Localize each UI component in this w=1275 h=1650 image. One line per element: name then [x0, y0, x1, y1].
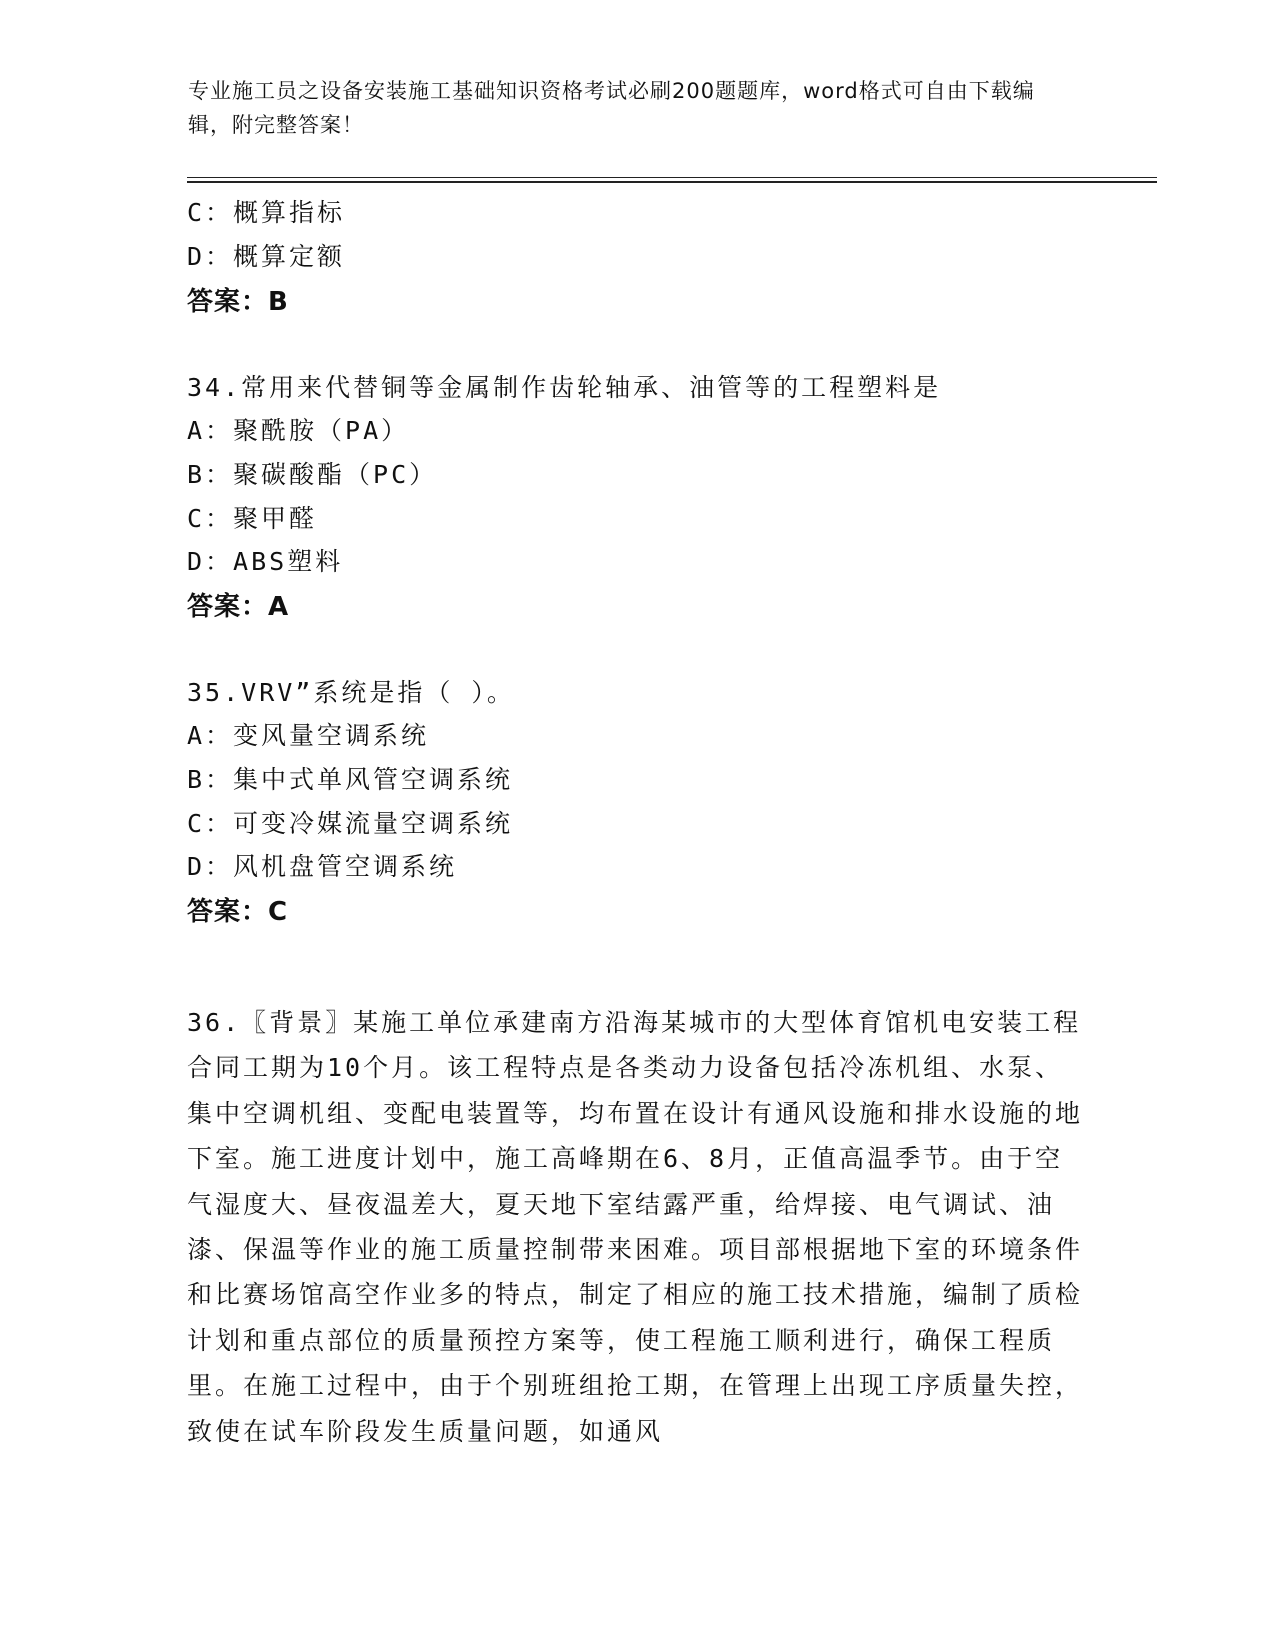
q35-option-b: B：集中式单风管空调系统 [187, 765, 514, 794]
q36-background-paragraph: 36.〖背景〗某施工单位承建南方沿海某城市的大型体育馆机电安装工程合同工期为10个月。该工程特点是各类动力设备包括冷冻机组、水泵、集中空调机组、变配电装置等，均布置在设计有通风设施和排水设施的地下室。施工进度计划中，施工高峰期在6、8月，正值高温季节。由于空气湿度大、昼夜温差大，夏天地下室结露严重，给焊接、电气调试、油漆、保温等作业的施工质量控制带来困难。项目部根据地下室的环境条件和比赛场馆高空作业多的特点，制定了相应的施工技术措施，编制了质检计划和重点部位的质量预控方案等，使工程施工顺利进行，确保工程质里。在施工过程中，由于个别班组抢工期，在管理上出现工序质量失控，致使在试车阶段发生质量问题，如通风 [187, 1008, 1084, 1446]
q34-answer: 答案：A [187, 592, 290, 622]
header-divider-thick [187, 181, 1157, 183]
q35-question: 35.VRV”系统是指（ ）。 [187, 678, 515, 707]
document-header: 专业施工员之设备安装施工基础知识资格考试必刷200题题库，word格式可自由下载编辑，附完整答案！ [188, 79, 1035, 137]
q33-option-c: C：概算指标 [187, 198, 346, 227]
q34-option-c: C：聚甲醛 [187, 504, 318, 533]
q35-answer: 答案：C [187, 897, 289, 927]
q35-option-a: A：变风量空调系统 [187, 721, 430, 750]
header-divider-thin [187, 177, 1157, 178]
q34-option-a: A：聚酰胺（PA） [187, 416, 410, 445]
q35-option-c: C：可变冷媒流量空调系统 [187, 809, 514, 838]
q35-option-d: D：风机盘管空调系统 [187, 852, 458, 881]
q33-option-d: D：概算定额 [187, 242, 346, 271]
q34-question: 34.常用来代替铜等金属制作齿轮轴承、油管等的工程塑料是 [187, 373, 942, 402]
q33-answer: 答案：B [187, 287, 289, 317]
q34-option-b: B：聚碳酸酯（PC） [187, 460, 438, 489]
q34-option-d: D：ABS塑料 [187, 547, 344, 576]
